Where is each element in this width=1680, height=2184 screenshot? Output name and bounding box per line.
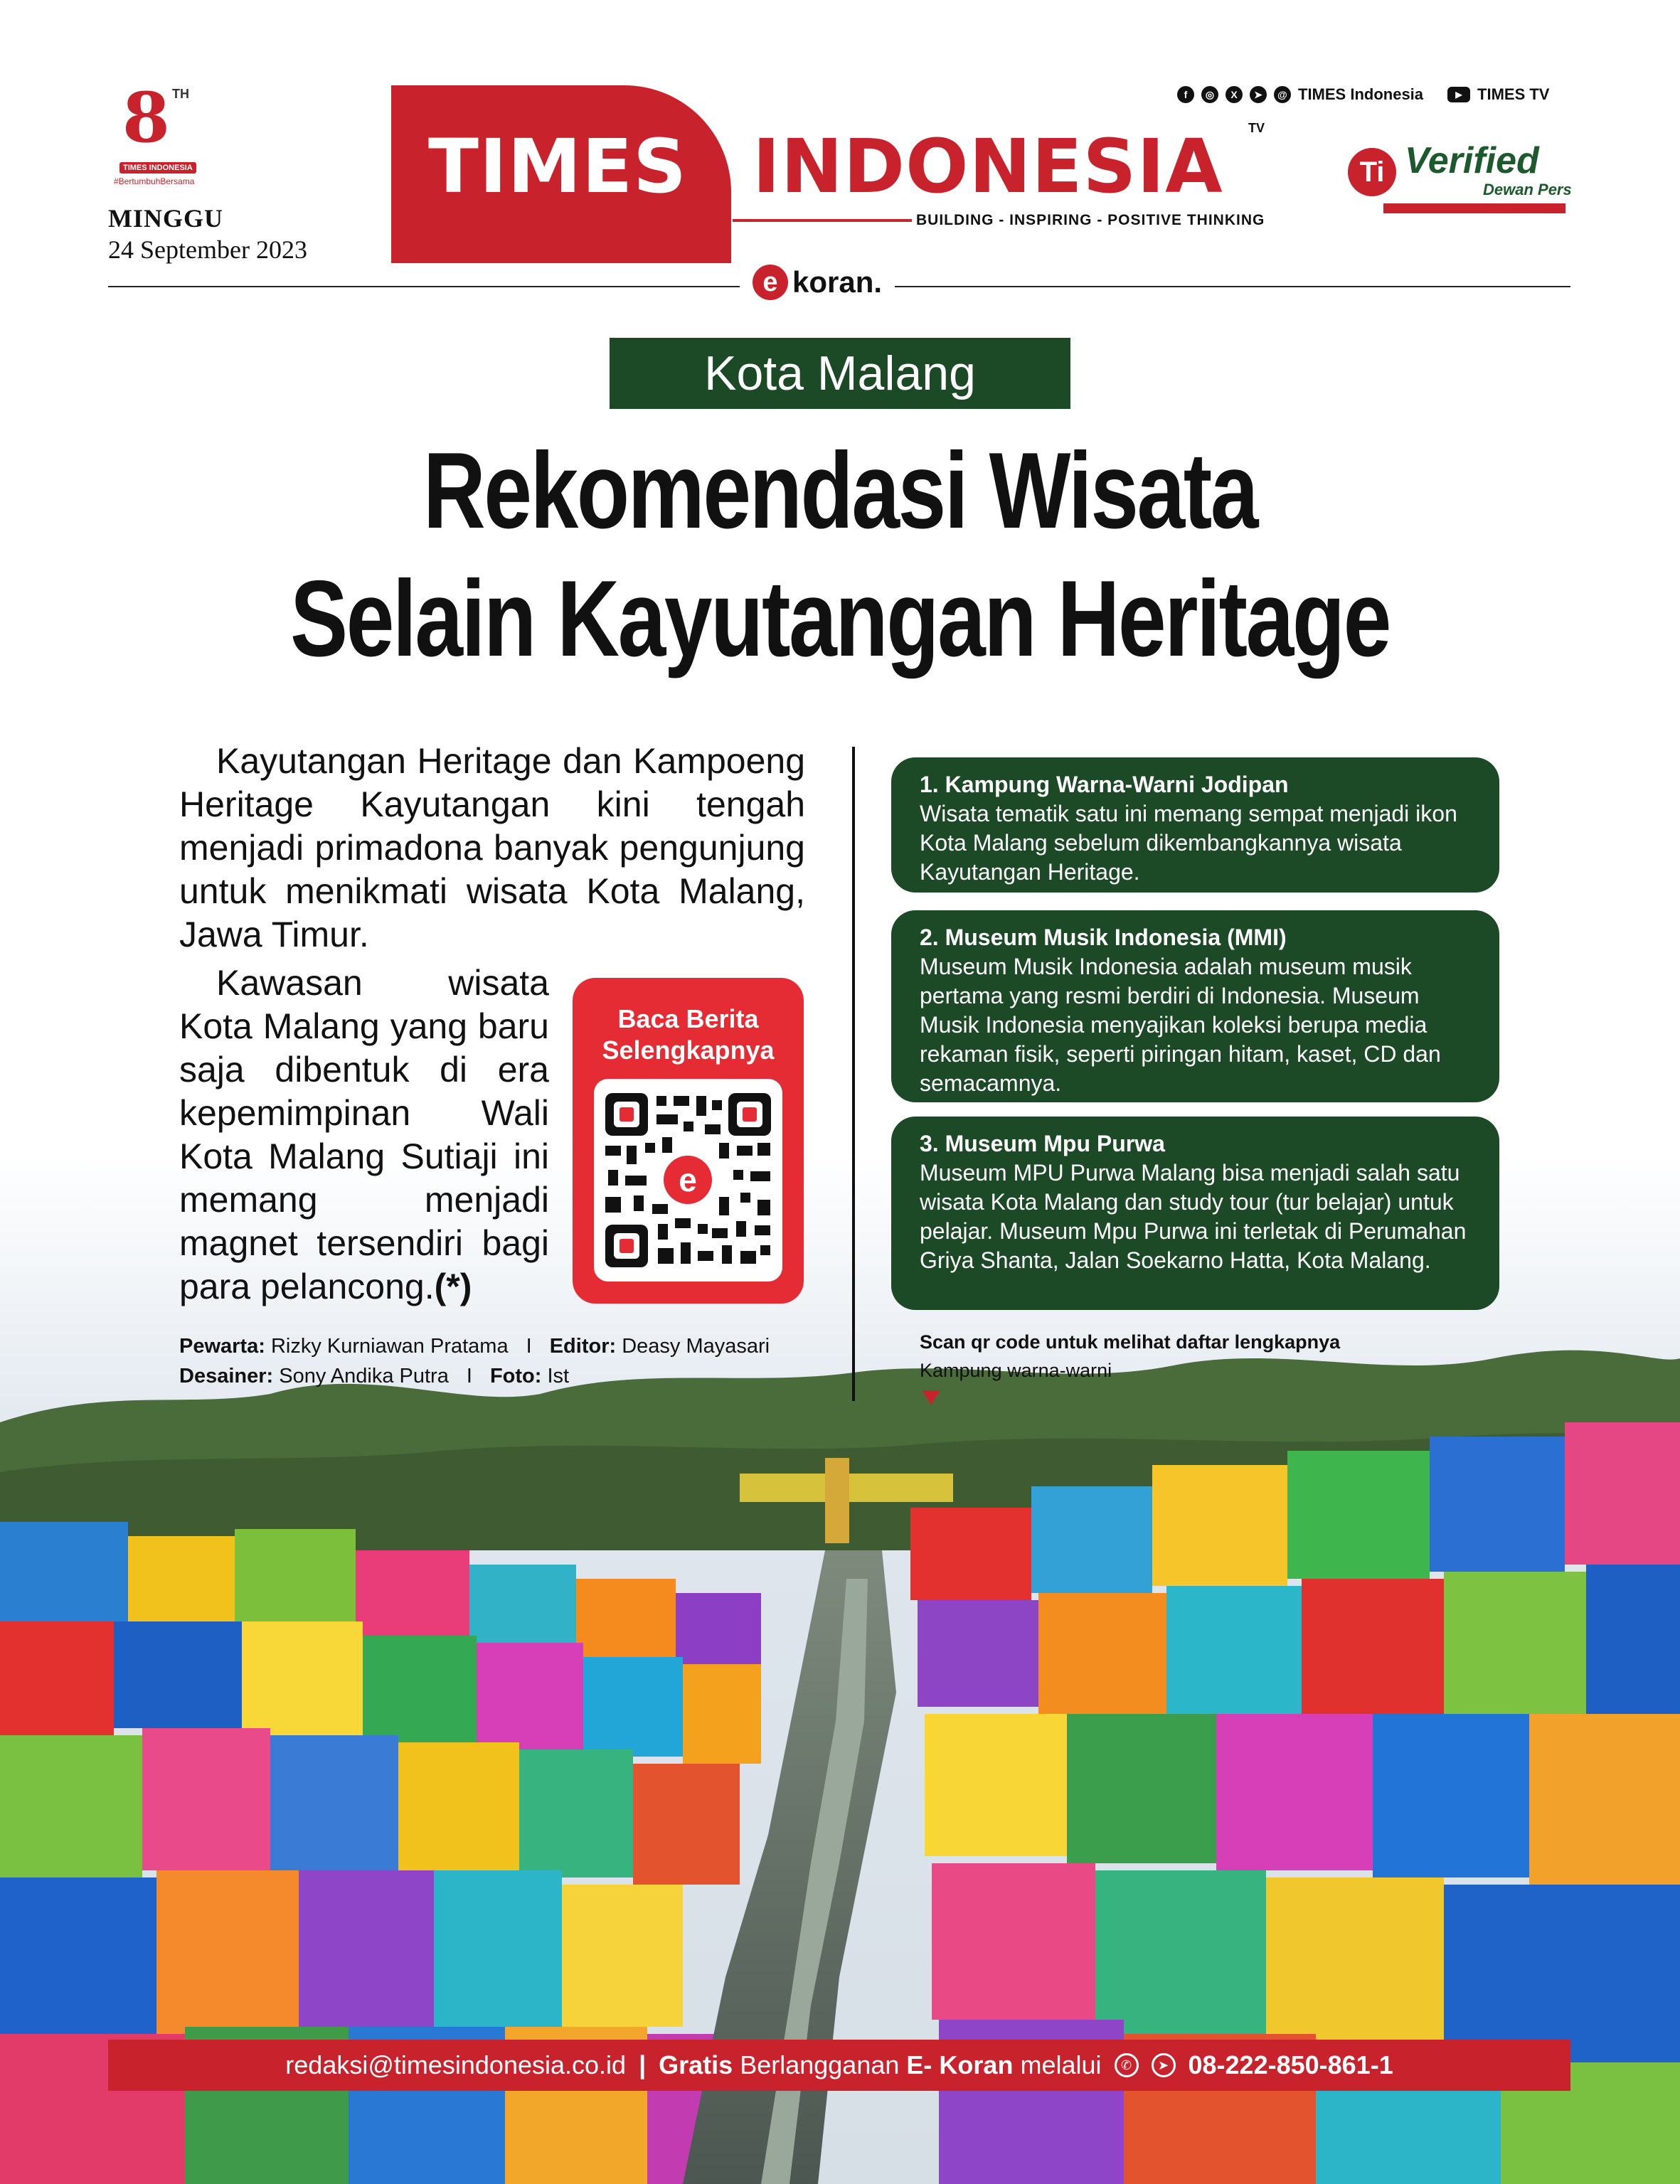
footer-email[interactable]: redaksi@timesindonesia.co.id [285, 2050, 627, 2079]
headline-line-1: Rekomendasi Wisata [422, 430, 1258, 551]
anniversary-suffix: TH [172, 87, 189, 101]
masthead-tv-mark: TV [1248, 121, 1265, 135]
telegram-icon[interactable]: ➤ [1250, 86, 1267, 103]
sidebar-item-body: Museum MPU Purwa Malang bisa menjadi salah satu wisata Kota Malang dan study tour (tur belajar) untuk pelajar. Museum Mpu Purwa ini terletak di Perumahan Griya Shanta, Jalan Soekarno Hatta, Kota Malang. [920, 1160, 1467, 1273]
article-paragraph-2-text: Kawasan wisata Kota Malang yang baru saja dibentuk di era kepemimpinan Wali Kota Malang Sutiaji ini memang menjadi magnet tersendiri bagi para pelancong. [179, 963, 549, 1306]
editor-name: Deasy Mayasari [622, 1335, 770, 1358]
edition-day: MINGGU [108, 204, 223, 233]
article-column-2 [179, 962, 549, 1309]
article-end-mark: (*) [434, 1267, 472, 1306]
masthead-brand-times: TIMES [428, 123, 688, 210]
category-label: Kota Malang [610, 338, 1070, 409]
anniversary-number: 8 [122, 78, 170, 158]
whatsapp-icon[interactable]: ✆ [1115, 2053, 1139, 2077]
designer-label: Desainer: [179, 1365, 274, 1387]
anniversary-brand: TIMES INDONESIA [119, 162, 196, 174]
sidebar-item [891, 1117, 1499, 1310]
footer-free: Gratis [659, 2050, 733, 2079]
article-column-1 [179, 740, 805, 957]
telegram-icon[interactable]: ➤ [1152, 2053, 1176, 2077]
qr-code-icon [605, 1093, 771, 1267]
qr-title-line-1: Baca Berita [617, 1004, 759, 1033]
ekoran-mark: e [753, 265, 788, 300]
column-divider [852, 747, 855, 1401]
x-icon[interactable]: X [1226, 86, 1243, 103]
verified-sub: Dewan Pers [1483, 181, 1572, 198]
photo-credit-name: Ist [547, 1365, 570, 1387]
headline-line-2: Selain Kayutangan Heritage [290, 558, 1390, 679]
social-bar [1177, 85, 1549, 104]
qr-card-title [573, 1003, 804, 1066]
footer-via: melalui [1020, 2050, 1102, 2079]
photo-credit-label: Foto: [489, 1365, 542, 1387]
scan-note: Scan qr code untuk melihat daftar lengkapnya [920, 1331, 1341, 1353]
credits-line-1 [179, 1331, 770, 1361]
reporter-label: Pewarta: [179, 1335, 265, 1358]
anniversary-logo [107, 78, 213, 198]
sidebar-item [891, 910, 1499, 1102]
footer-separator: | [639, 2050, 647, 2079]
article-paragraph-2 [179, 962, 549, 1309]
qr-card[interactable] [573, 978, 804, 1304]
editor-label: Editor: [549, 1335, 617, 1358]
caption-arrow-icon [922, 1390, 940, 1405]
ekoran-logo [740, 265, 895, 300]
designer-name: Sony Andika Putra [279, 1365, 449, 1387]
sidebar-item-body: Wisata tematik satu ini memang sempat menjadi ikon Kota Malang sebelum dikembangkannya wisata Kayutangan Heritage. [920, 801, 1457, 885]
ti-logo: Ti [1348, 148, 1396, 196]
verified-bar [1383, 203, 1565, 213]
photo-caption: Kampung warna-warni [920, 1360, 1112, 1381]
credits-line-2 [179, 1361, 770, 1391]
social-tv[interactable]: TIMES TV [1477, 85, 1550, 103]
qr-title-line-2: Selengkapnya [602, 1035, 775, 1065]
facebook-icon[interactable]: f [1177, 86, 1194, 103]
ekoran-label: koran. [792, 265, 883, 299]
anniversary-hashtag: #BertumbuhBersama [114, 176, 195, 186]
footer-phone[interactable]: 08-222-850-861-1 [1188, 2050, 1393, 2079]
sidebar-item [891, 757, 1499, 893]
headline [225, 427, 1455, 683]
credits-separator: I [466, 1365, 472, 1387]
sidebar-item-title: 2. Museum Musik Indonesia (MMI) [920, 925, 1287, 950]
sidebar-item-body: Museum Musik Indonesia adalah museum musik pertama yang resmi berdiri di Indonesia. Museum Musik Indonesia menyajikan koleksi berupa media rekaman fisik, seperti piringan hitam, kaset, CD dan semacamnya. [920, 954, 1441, 1096]
footer-bar [108, 2040, 1570, 2091]
edition-date: 24 September 2023 [108, 235, 307, 264]
qr-center-mark: e [679, 1161, 697, 1198]
verified-label: Verified [1405, 140, 1539, 181]
article-credits [179, 1331, 770, 1391]
youtube-icon[interactable]: ▶ [1447, 87, 1470, 102]
instagram-icon[interactable]: ◎ [1201, 86, 1218, 103]
qr-code[interactable] [594, 1079, 782, 1282]
sidebar-item-title: 1. Kampung Warna-Warni Jodipan [920, 772, 1289, 797]
threads-icon[interactable]: @ [1274, 86, 1291, 103]
verified-badge [1348, 142, 1575, 220]
masthead-brand-indonesia: INDONESIA [753, 123, 1223, 210]
article-paragraph-1: Kayutangan Heritage dan Kampoeng Heritage Kayutangan kini tengah menjadi primadona banyak pengunjung untuk menikmati wisata Kota Malang, Jawa Timur. [179, 741, 805, 954]
footer-subscribe-text: Berlangganan [740, 2050, 900, 2079]
footer-ekoran: E- Koran [906, 2050, 1014, 2079]
reporter-name: Rizky Kurniawan Pratama [270, 1335, 509, 1358]
social-handle[interactable]: TIMES Indonesia [1298, 85, 1424, 103]
footer-subscribe [659, 2050, 1101, 2080]
masthead-tagline: BUILDING - INSPIRING - POSITIVE THINKING [912, 212, 1269, 229]
sidebar-item-title: 3. Museum Mpu Purwa [920, 1131, 1165, 1156]
credits-separator: I [526, 1335, 532, 1358]
